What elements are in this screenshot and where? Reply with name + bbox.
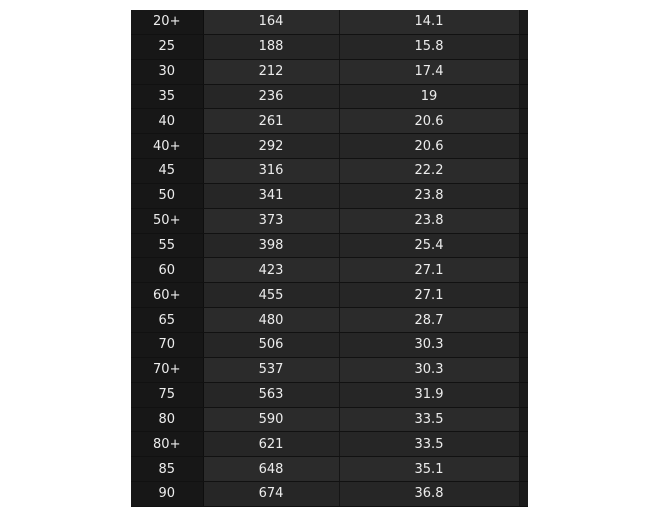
table-row	[131, 283, 528, 308]
row-edge	[519, 382, 528, 407]
level-cell: 60	[131, 258, 203, 283]
table-row	[131, 432, 528, 457]
value-b-cell: 33.5	[339, 432, 519, 457]
value-b-cell: 23.8	[339, 208, 519, 233]
level-cell: 50	[131, 183, 203, 208]
value-b-cell: 35.1	[339, 457, 519, 482]
value-a-cell: 423	[203, 258, 339, 283]
value-a-cell: 563	[203, 382, 339, 407]
table-row	[131, 457, 528, 482]
level-cell: 40	[131, 109, 203, 134]
value-b-cell: 15.8	[339, 34, 519, 59]
value-a-cell: 164	[203, 10, 339, 34]
stats-table	[131, 10, 528, 507]
stats-table-panel	[131, 10, 528, 502]
row-edge	[519, 109, 528, 134]
level-cell: 75	[131, 382, 203, 407]
table-row	[131, 233, 528, 258]
value-a-cell: 188	[203, 34, 339, 59]
level-cell: 20+	[131, 10, 203, 34]
table-row	[131, 84, 528, 109]
row-edge	[519, 407, 528, 432]
value-a-cell: 292	[203, 134, 339, 159]
table-row	[131, 308, 528, 333]
row-edge	[519, 183, 528, 208]
level-cell: 30	[131, 59, 203, 84]
level-cell: 45	[131, 159, 203, 184]
value-b-cell: 27.1	[339, 258, 519, 283]
table-row	[131, 208, 528, 233]
value-a-cell: 236	[203, 84, 339, 109]
value-b-cell: 33.5	[339, 407, 519, 432]
value-b-cell: 20.6	[339, 134, 519, 159]
table-row	[131, 357, 528, 382]
row-edge	[519, 159, 528, 184]
value-b-cell: 28.7	[339, 308, 519, 333]
level-cell: 70	[131, 332, 203, 357]
value-b-cell: 27.1	[339, 283, 519, 308]
table-row	[131, 258, 528, 283]
value-b-cell: 25.4	[339, 233, 519, 258]
value-a-cell: 590	[203, 407, 339, 432]
value-a-cell: 316	[203, 159, 339, 184]
value-a-cell: 373	[203, 208, 339, 233]
value-a-cell: 261	[203, 109, 339, 134]
level-cell: 85	[131, 457, 203, 482]
level-cell: 90	[131, 482, 203, 507]
row-edge	[519, 233, 528, 258]
value-a-cell: 621	[203, 432, 339, 457]
value-b-cell: 22.2	[339, 159, 519, 184]
row-edge	[519, 134, 528, 159]
value-b-cell: 19	[339, 84, 519, 109]
row-edge	[519, 258, 528, 283]
value-a-cell: 455	[203, 283, 339, 308]
value-b-cell: 14.1	[339, 10, 519, 34]
row-edge	[519, 357, 528, 382]
table-row	[131, 482, 528, 507]
row-edge	[519, 84, 528, 109]
value-b-cell: 31.9	[339, 382, 519, 407]
row-edge	[519, 283, 528, 308]
table-row	[131, 134, 528, 159]
table-row	[131, 332, 528, 357]
row-edge	[519, 59, 528, 84]
value-b-cell: 23.8	[339, 183, 519, 208]
table-row	[131, 59, 528, 84]
row-edge	[519, 34, 528, 59]
row-edge	[519, 308, 528, 333]
table-row	[131, 407, 528, 432]
value-b-cell: 30.3	[339, 332, 519, 357]
row-edge	[519, 208, 528, 233]
table-row	[131, 34, 528, 59]
level-cell: 80+	[131, 432, 203, 457]
table-row	[131, 159, 528, 184]
value-b-cell: 20.6	[339, 109, 519, 134]
value-a-cell: 480	[203, 308, 339, 333]
value-a-cell: 212	[203, 59, 339, 84]
table-row	[131, 109, 528, 134]
value-a-cell: 674	[203, 482, 339, 507]
level-cell: 70+	[131, 357, 203, 382]
level-cell: 50+	[131, 208, 203, 233]
value-b-cell: 17.4	[339, 59, 519, 84]
stats-table-body	[131, 10, 528, 506]
level-cell: 65	[131, 308, 203, 333]
row-edge	[519, 332, 528, 357]
table-row	[131, 10, 528, 34]
level-cell: 55	[131, 233, 203, 258]
value-a-cell: 341	[203, 183, 339, 208]
value-a-cell: 506	[203, 332, 339, 357]
value-a-cell: 537	[203, 357, 339, 382]
value-b-cell: 36.8	[339, 482, 519, 507]
row-edge	[519, 10, 528, 34]
value-a-cell: 648	[203, 457, 339, 482]
level-cell: 60+	[131, 283, 203, 308]
row-edge	[519, 432, 528, 457]
value-b-cell: 30.3	[339, 357, 519, 382]
row-edge	[519, 457, 528, 482]
value-a-cell: 398	[203, 233, 339, 258]
level-cell: 25	[131, 34, 203, 59]
row-edge	[519, 482, 528, 507]
level-cell: 35	[131, 84, 203, 109]
level-cell: 40+	[131, 134, 203, 159]
table-row	[131, 183, 528, 208]
table-row	[131, 382, 528, 407]
level-cell: 80	[131, 407, 203, 432]
